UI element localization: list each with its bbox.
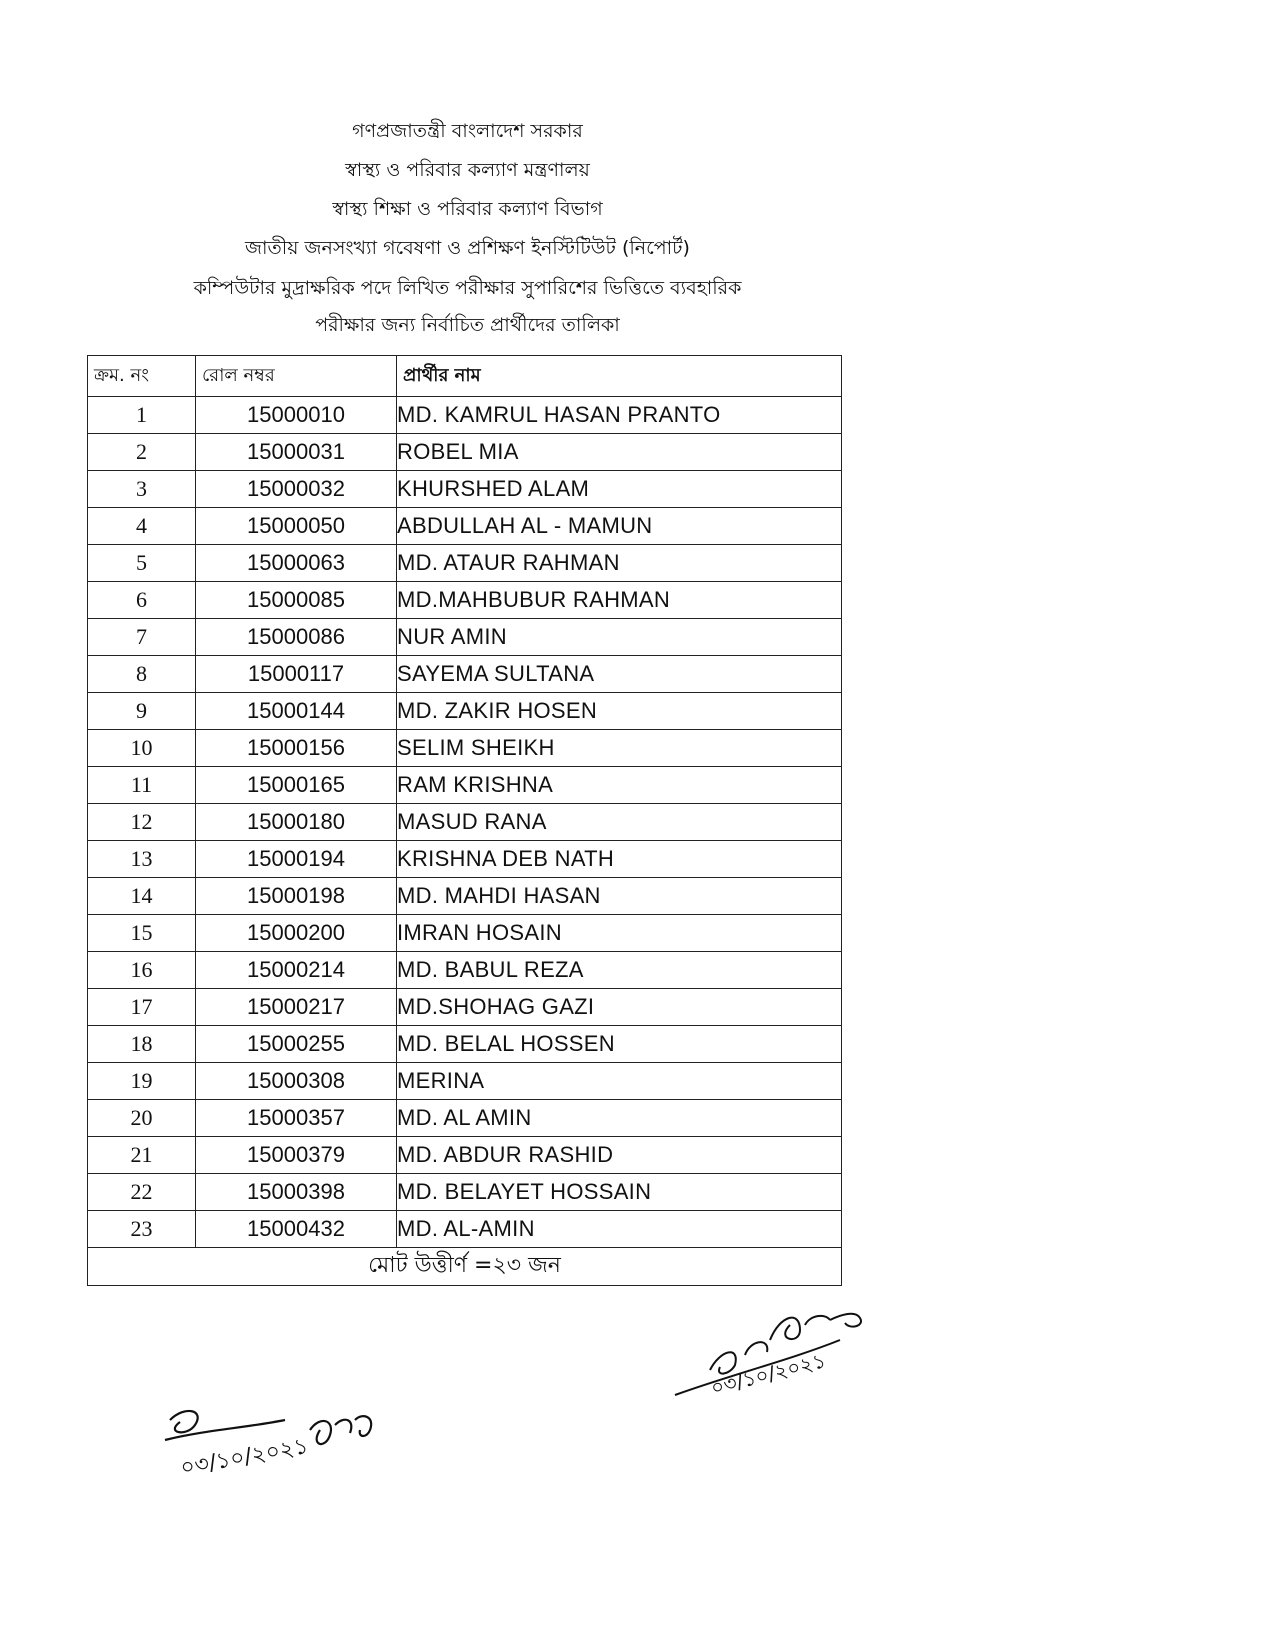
roll-cell: 15000085: [196, 582, 397, 619]
table-row: [88, 767, 842, 804]
serial-cell: 10: [88, 730, 196, 767]
table-row: [88, 397, 842, 434]
table-row: [88, 989, 842, 1026]
name-cell: MD. ZAKIR HOSEN: [397, 693, 842, 730]
name-cell: ROBEL MIA: [397, 434, 842, 471]
serial-cell: 23: [88, 1211, 196, 1248]
serial-cell: 14: [88, 878, 196, 915]
name-cell: SELIM SHEIKH: [397, 730, 842, 767]
table-row: [88, 915, 842, 952]
roll-cell: 15000010: [196, 397, 397, 434]
roll-cell: 15000217: [196, 989, 397, 1026]
roll-cell: 15000255: [196, 1026, 397, 1063]
table-row: [88, 952, 842, 989]
table-row: [88, 434, 842, 471]
serial-cell: 11: [88, 767, 196, 804]
table-row: [88, 730, 842, 767]
serial-cell: 21: [88, 1137, 196, 1174]
header-roll: রোল নম্বর: [196, 356, 397, 397]
name-cell: KHURSHED ALAM: [397, 471, 842, 508]
table-row: [88, 1137, 842, 1174]
name-cell: ABDULLAH AL - MAMUN: [397, 508, 842, 545]
table-row: [88, 878, 842, 915]
name-cell: KRISHNA DEB NATH: [397, 841, 842, 878]
roll-cell: 15000198: [196, 878, 397, 915]
roll-cell: 15000308: [196, 1063, 397, 1100]
serial-cell: 19: [88, 1063, 196, 1100]
roll-cell: 15000117: [196, 656, 397, 693]
table-row: [88, 545, 842, 582]
table-row: [88, 804, 842, 841]
serial-cell: 6: [88, 582, 196, 619]
header-serial: ক্রম. নং: [88, 356, 196, 397]
table-row: [88, 1100, 842, 1137]
roll-cell: 15000063: [196, 545, 397, 582]
roll-cell: 15000200: [196, 915, 397, 952]
table-header-row: [88, 356, 842, 397]
header-division: স্বাস্থ্য শিক্ষা ও পরিবার কল্যাণ বিভাগ: [332, 198, 603, 220]
name-cell: MD. KAMRUL HASAN PRANTO: [397, 397, 842, 434]
table-row: [88, 471, 842, 508]
table-footer: [88, 1248, 842, 1286]
name-cell: MD. BELAYET HOSSAIN: [397, 1174, 842, 1211]
header-name: প্রার্থীর নাম: [397, 356, 842, 397]
header-title-line2: পরীক্ষার জন্য নির্বাচিত প্রার্থীদের তালিকা: [315, 314, 620, 336]
table-row: [88, 656, 842, 693]
candidate-table: [87, 355, 842, 1286]
roll-cell: 15000144: [196, 693, 397, 730]
signature-left: [160, 1400, 410, 1490]
header-ministry: স্বাস্থ্য ও পরিবার কল্যাণ মন্ত্রণালয়: [345, 159, 590, 181]
table-row: [88, 1063, 842, 1100]
name-cell: MD. AL AMIN: [397, 1100, 842, 1137]
serial-cell: 1: [88, 397, 196, 434]
roll-cell: 15000156: [196, 730, 397, 767]
name-cell: SAYEMA SULTANA: [397, 656, 842, 693]
name-cell: MD. BELAL HOSSEN: [397, 1026, 842, 1063]
roll-cell: 15000194: [196, 841, 397, 878]
serial-cell: 7: [88, 619, 196, 656]
roll-cell: 15000398: [196, 1174, 397, 1211]
serial-cell: 18: [88, 1026, 196, 1063]
roll-cell: 15000086: [196, 619, 397, 656]
serial-cell: 4: [88, 508, 196, 545]
table-row: [88, 841, 842, 878]
table-row: [88, 1026, 842, 1063]
table-row: [88, 508, 842, 545]
serial-cell: 16: [88, 952, 196, 989]
serial-cell: 15: [88, 915, 196, 952]
serial-cell: 17: [88, 989, 196, 1026]
table-row: [88, 582, 842, 619]
name-cell: MD. AL-AMIN: [397, 1211, 842, 1248]
roll-cell: 15000165: [196, 767, 397, 804]
roll-cell: 15000379: [196, 1137, 397, 1174]
name-cell: MD. ATAUR RAHMAN: [397, 545, 842, 582]
name-cell: MERINA: [397, 1063, 842, 1100]
name-cell: RAM KRISHNA: [397, 767, 842, 804]
roll-cell: 15000031: [196, 434, 397, 471]
name-cell: MD. MAHDI HASAN: [397, 878, 842, 915]
roll-cell: 15000432: [196, 1211, 397, 1248]
roll-cell: 15000050: [196, 508, 397, 545]
serial-cell: 13: [88, 841, 196, 878]
roll-cell: 15000357: [196, 1100, 397, 1137]
name-cell: MD.MAHBUBUR RAHMAN: [397, 582, 842, 619]
table-row: [88, 1211, 842, 1248]
name-cell: IMRAN HOSAIN: [397, 915, 842, 952]
name-cell: MD. BABUL REZA: [397, 952, 842, 989]
header-institute: জাতীয় জনসংখ্যা গবেষণা ও প্রশিক্ষণ ইনস্টিটিউট (নিপোর্ট): [245, 237, 690, 259]
table-body: [88, 397, 842, 1248]
table-row: [88, 619, 842, 656]
roll-cell: 15000180: [196, 804, 397, 841]
table-header: [88, 356, 842, 397]
header-title-line1: কম্পিউটার মুদ্রাক্ষরিক পদে লিখিত পরীক্ষার সুপারিশের ভিত্তিতে ব্যবহারিক: [193, 277, 742, 299]
document-header: [95, 112, 840, 342]
total-passed: মোট উত্তীর্ণ =২৩ জন: [88, 1248, 842, 1286]
roll-cell: 15000032: [196, 471, 397, 508]
name-cell: NUR AMIN: [397, 619, 842, 656]
name-cell: MD.SHOHAG GAZI: [397, 989, 842, 1026]
serial-cell: 5: [88, 545, 196, 582]
name-cell: MASUD RANA: [397, 804, 842, 841]
signature-left-date: ০৩/১০/২০২১: [178, 1433, 311, 1482]
serial-cell: 22: [88, 1174, 196, 1211]
header-government: গণপ্রজাতন্ত্রী বাংলাদেশ সরকার: [352, 120, 583, 142]
serial-cell: 20: [88, 1100, 196, 1137]
table-row: [88, 693, 842, 730]
serial-cell: 2: [88, 434, 196, 471]
signature-right-date: ০৩/১০/২০২১: [708, 1348, 829, 1400]
name-cell: MD. ABDUR RASHID: [397, 1137, 842, 1174]
table-row: [88, 1174, 842, 1211]
serial-cell: 12: [88, 804, 196, 841]
serial-cell: 8: [88, 656, 196, 693]
serial-cell: 3: [88, 471, 196, 508]
total-row: [88, 1248, 842, 1286]
signature-right: [670, 1300, 930, 1420]
serial-cell: 9: [88, 693, 196, 730]
roll-cell: 15000214: [196, 952, 397, 989]
